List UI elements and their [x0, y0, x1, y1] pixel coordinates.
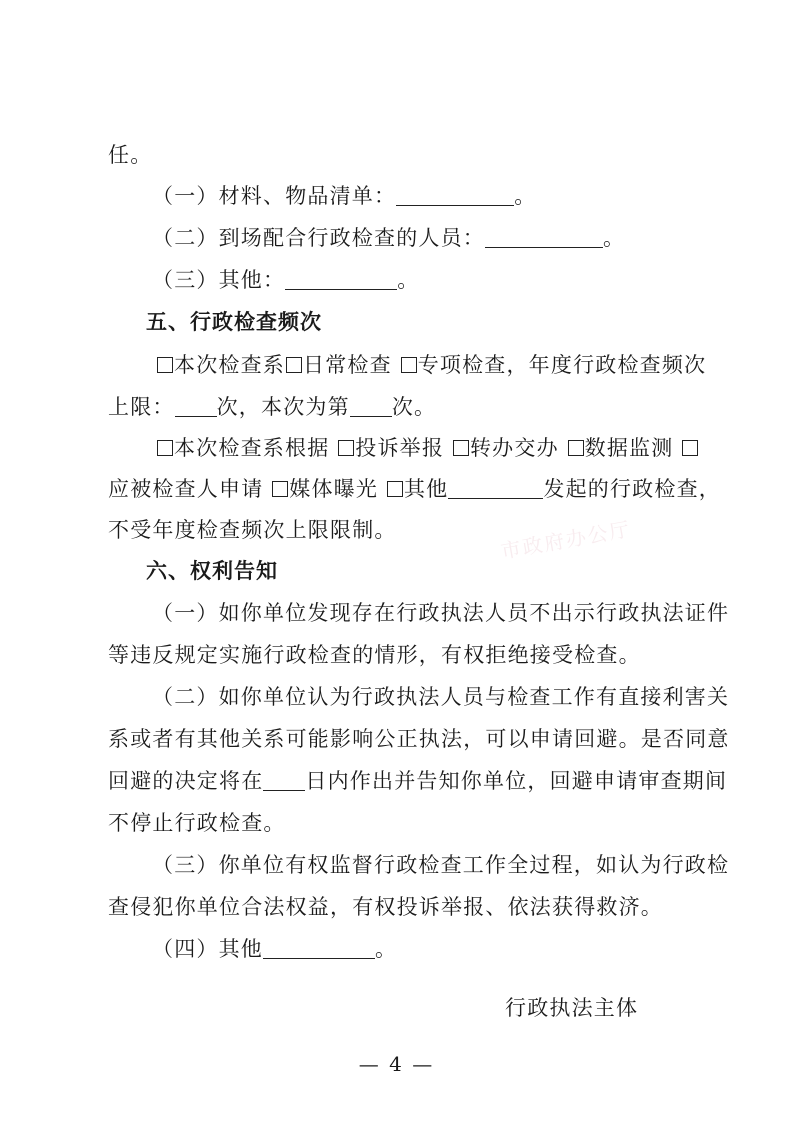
text-l09b: 媒体曝光: [289, 477, 386, 501]
item-onsite-personnel: [152, 226, 625, 251]
rights-1-line-1: [152, 601, 729, 626]
text-l12: （一）如你单位发现存在行政执法人员不出示行政执法证件: [152, 601, 730, 625]
watermark-stamp: 市政府办公厅: [498, 516, 634, 564]
text-l13: 等违反规定实施行政检查的情形，有权拒绝接受检查。: [108, 643, 641, 667]
text-l15: 系或者有其他关系可能影响公正执法，可以申请回避。是否同意: [108, 727, 730, 751]
blank-count: [350, 395, 392, 417]
signature-enforcement-body: 行政执法主体: [505, 996, 639, 1020]
item-materials-list: [152, 184, 536, 209]
text-l07b: 次，本次为第: [216, 395, 350, 419]
text-l06b: 日常检查: [303, 353, 400, 377]
continuation-line: [108, 143, 152, 168]
text-l08c: 转办交办: [469, 436, 567, 460]
text-l06a: 本次检查系: [174, 353, 285, 377]
text-l20: （四）其他: [152, 937, 263, 961]
text-l17: 不停止行政检查。: [108, 811, 286, 835]
blank-materials: [396, 184, 514, 206]
text-l02: （一）材料、物品清单：: [152, 184, 397, 208]
text-l20-end: 。: [375, 937, 398, 961]
text-l09a: 应被检查人申请: [108, 477, 272, 501]
checkbox-referral[interactable]: [453, 440, 469, 456]
text-l08d: 数据监测: [584, 436, 682, 460]
blank-other-rights: [263, 937, 375, 959]
text-l08a: 本次检查系根据: [174, 436, 338, 460]
frequency-line-1: [156, 353, 706, 378]
text-l09d: 发起的行政检查，: [543, 477, 721, 501]
checkbox-data-monitoring[interactable]: [568, 440, 584, 456]
text-l10: 不受年度检查频次上限限制。: [108, 518, 397, 542]
text-l07a: 上限：: [108, 395, 175, 419]
text-l19: 查侵犯你单位合法权益，有权投诉举报、依法获得救济。: [108, 895, 663, 919]
text-l16b: 日内作出并告知你单位，回避申请审查期间: [305, 769, 728, 793]
section-heading-frequency: 五、行政检查频次: [146, 310, 322, 334]
text-l04-end: 。: [397, 268, 420, 292]
page-number: — 4 —: [358, 1052, 435, 1076]
checkbox-basis[interactable]: [157, 440, 173, 456]
text-l07c: 次。: [391, 395, 437, 419]
basis-line-2: [108, 477, 721, 502]
basis-line-3: [108, 518, 397, 543]
blank-other-a: [285, 268, 397, 290]
text-l02-end: 。: [514, 184, 537, 208]
rights-1-line-2: [108, 643, 641, 668]
blank-other-source: [448, 477, 543, 499]
checkbox-complaint[interactable]: [338, 440, 354, 456]
rights-2-line-1: [152, 685, 729, 710]
text-l06c: 专项检查，年度行政检查频次: [417, 353, 707, 377]
text-l08b: 投诉举报: [355, 436, 452, 460]
blank-days: [263, 769, 305, 791]
checkbox-other[interactable]: [387, 481, 403, 497]
rights-2-line-4: [108, 811, 286, 836]
text-l03: （二）到场配合行政检查的人员：: [152, 226, 485, 250]
checkbox-this-inspection[interactable]: [157, 357, 173, 373]
rights-2-line-3: [108, 769, 727, 794]
blank-limit: [175, 395, 217, 417]
rights-4-line: [152, 937, 397, 962]
checkbox-routine[interactable]: [286, 357, 302, 373]
text-l04: （三）其他：: [152, 268, 286, 292]
text-l14: （二）如你单位认为行政执法人员与检查工作有直接利害关: [152, 685, 730, 709]
rights-3-line-2: [108, 895, 663, 920]
text-l16a: 回避的决定将在: [108, 769, 264, 793]
frequency-line-2: [108, 395, 436, 420]
checkbox-special[interactable]: [401, 357, 417, 373]
text-l01: 任。: [108, 143, 153, 167]
checkbox-application[interactable]: [682, 440, 698, 456]
text-l03-end: 。: [603, 226, 626, 250]
checkbox-media[interactable]: [272, 481, 288, 497]
text-l18: （三）你单位有权监督行政检查工作全过程，如认为行政检: [152, 853, 730, 877]
blank-personnel: [485, 226, 603, 248]
item-other-a: [152, 268, 419, 293]
section-heading-rights: 六、权利告知: [146, 559, 278, 583]
rights-3-line-1: [152, 853, 729, 878]
text-l09c: 其他: [403, 477, 449, 501]
rights-2-line-2: [108, 727, 730, 752]
basis-line-1: [156, 436, 699, 461]
